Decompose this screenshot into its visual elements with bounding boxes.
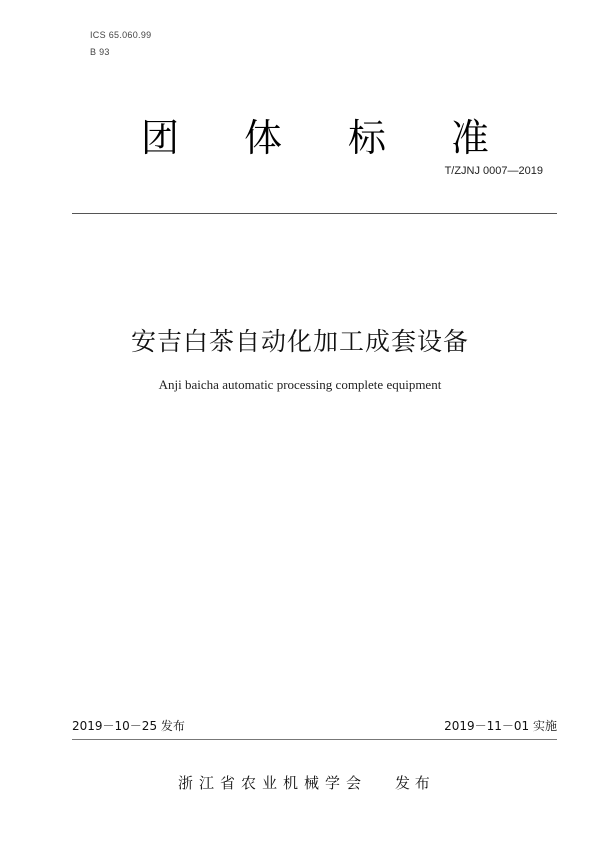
- header-title-char-3: 标: [348, 116, 387, 160]
- ics-code: ICS 65.060.99: [90, 30, 152, 40]
- implementation-date: 2019－11－01 实施: [444, 719, 557, 733]
- document-title-cn: 安吉白茶自动化加工成套设备: [130, 327, 469, 356]
- document-title-en: Anji baicha automatic processing complete equipment: [158, 377, 442, 392]
- footer-divider: [72, 739, 557, 740]
- publish-label: 发 布: [395, 774, 430, 792]
- standard-number: T/ZJNJ 0007—2019: [444, 165, 543, 177]
- publishing-organization: 浙江省农业机械学会: [178, 774, 368, 792]
- issue-date: 2019－10－25 发布: [72, 719, 185, 733]
- header-title-char-4: 准: [451, 116, 490, 160]
- header-divider: [72, 213, 557, 214]
- header-title-char-1: 团: [141, 116, 180, 160]
- classification-code: B 93: [90, 47, 110, 57]
- header-title-char-2: 体: [244, 116, 283, 160]
